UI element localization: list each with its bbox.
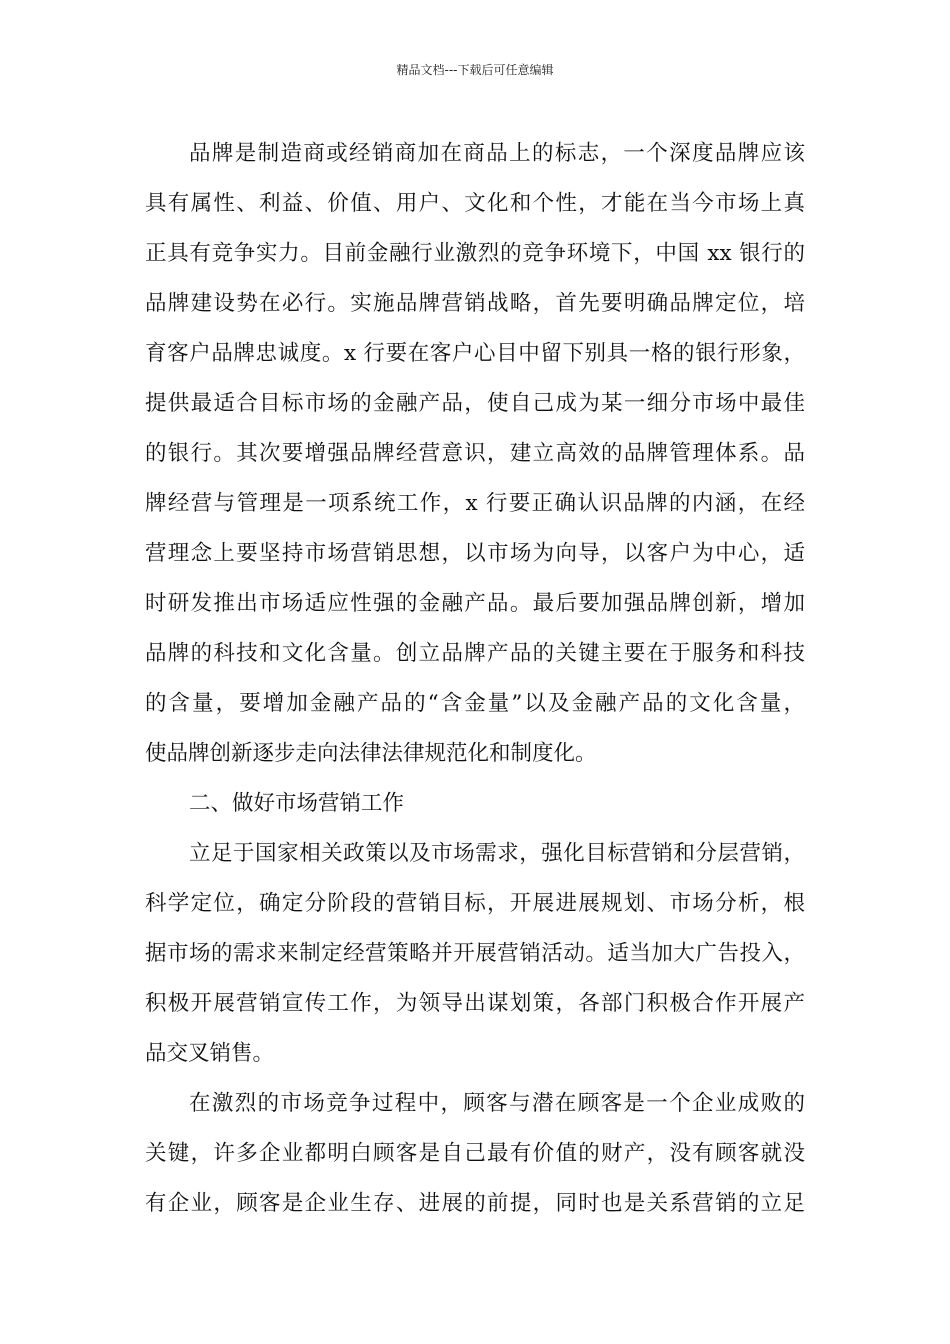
paragraph-line: 育客户品牌忠诚度。x 行要在客户心目中留下别具一格的银行形象， [145, 341, 805, 366]
paragraph-line: 时研发推出市场适应性强的金融产品。最后要加强品牌创新，增加 [145, 591, 805, 616]
paragraph-line: 正具有竞争实力。目前金融行业激烈的竞争环境下，中国 xx 银行的 [145, 241, 805, 266]
paragraph-line: 使品牌创新逐步走向法律法律规范化和制度化。 [145, 741, 597, 766]
document-body [145, 129, 805, 1229]
paragraph-line: 品牌的科技和文化含量。创立品牌产品的关键主要在于服务和科技 [145, 641, 805, 666]
paragraph-line: 品牌建设势在必行。实施品牌营销战略，首先要明确品牌定位，培 [145, 291, 805, 316]
paragraph-line: 在激烈的市场竞争过程中，顾客与潜在顾客是一个企业成败的 [189, 1091, 805, 1116]
paragraph-line: 的含量，要增加金融产品的“含金量”以及金融产品的文化含量， [145, 691, 805, 716]
paragraph-line: 提供最适合目标市场的金融产品，使自己成为某一细分市场中最佳 [145, 391, 805, 416]
paragraph-line: 立足于国家相关政策以及市场需求，强化目标营销和分层营销， [189, 841, 805, 866]
paragraph-line: 科学定位，确定分阶段的营销目标，开展进展规划、市场分析，根 [145, 891, 805, 916]
section-heading: 二、做好市场营销工作 [189, 791, 405, 816]
paragraph-line: 的银行。其次要增强品牌经营意识，建立高效的品牌管理体系。品 [145, 441, 805, 466]
page-header: 精品文档---下载后可任意编辑 [396, 63, 554, 77]
paragraph-line: 品牌是制造商或经销商加在商品上的标志，一个深度品牌应该 [189, 141, 805, 166]
paragraph-line: 营理念上要坚持市场营销思想，以市场为向导，以客户为中心，适 [145, 541, 805, 566]
paragraph-line: 有企业，顾客是企业生存、进展的前提，同时也是关系营销的立足 [145, 1191, 805, 1216]
paragraph-line: 积极开展营销宣传工作，为领导出谋划策，各部门积极合作开展产 [145, 991, 805, 1016]
paragraph-line: 关键，许多企业都明白顾客是自己最有价值的财产，没有顾客就没 [145, 1141, 805, 1166]
paragraph-line: 牌经营与管理是一项系统工作，x 行要正确认识品牌的内涵，在经 [145, 491, 805, 516]
paragraph-line: 具有属性、利益、价值、用户、文化和个性，才能在当今市场上真 [145, 191, 805, 216]
paragraph-line: 品交叉销售。 [145, 1041, 275, 1066]
paragraph-line: 据市场的需求来制定经营策略并开展营销活动。适当加大广告投入， [145, 941, 805, 966]
